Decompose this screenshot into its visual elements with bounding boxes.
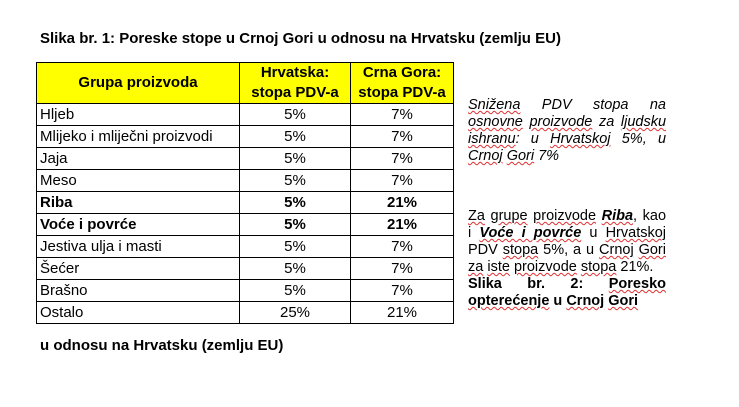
note1-text: 7% <box>534 148 560 164</box>
table-header-row <box>37 63 454 104</box>
table-row <box>37 258 454 280</box>
note2-word: iste <box>487 259 510 275</box>
side-note-groups <box>468 208 666 310</box>
table-row <box>37 280 454 302</box>
row-croatia: 5% <box>240 170 351 192</box>
note1-word: Gori <box>506 148 535 164</box>
note2-text: 21%. <box>616 259 654 275</box>
row-montenegro: 7% <box>351 258 454 280</box>
vat-rates-table <box>36 62 454 324</box>
note2-caption-text: u <box>549 293 567 309</box>
note2-caption-word: Gori <box>608 293 639 309</box>
row-croatia: 5% <box>240 236 351 258</box>
header-montenegro-line2: stopa PDV-a <box>358 84 446 101</box>
row-montenegro: 7% <box>351 170 454 192</box>
table-row <box>37 170 454 192</box>
note2-word: stopa <box>502 242 539 258</box>
note2-word: Hrvatskoj <box>605 225 667 241</box>
row-name: Hljeb <box>37 104 240 126</box>
note2-caption-text: br. 2: <box>501 276 609 292</box>
note2-text: 5%, a u <box>538 242 600 258</box>
note1-text: za <box>592 114 621 130</box>
header-croatia-line2: stopa PDV-a <box>251 84 339 101</box>
header-montenegro <box>351 63 454 104</box>
table-row <box>37 236 454 258</box>
note1-word: osnovne <box>468 114 523 130</box>
row-name: Jestiva ulja i masti <box>37 236 240 258</box>
row-name: Šećer <box>37 258 240 280</box>
note2-text: PDV <box>468 242 503 258</box>
note2-text: , kao i <box>468 208 667 241</box>
row-montenegro: 7% <box>351 280 454 302</box>
row-montenegro: 21% <box>351 214 454 236</box>
header-group: Grupa proizvoda <box>37 63 240 104</box>
row-croatia: 5% <box>240 258 351 280</box>
table-row <box>37 214 454 236</box>
row-montenegro: 21% <box>351 302 454 324</box>
note2-caption-word: Slika <box>468 276 502 292</box>
row-name: Ostalo <box>37 302 240 324</box>
row-name: Mlijeko i mliječni proizvodi <box>37 126 240 148</box>
row-croatia: 25% <box>240 302 351 324</box>
row-name: Riba <box>37 192 240 214</box>
header-montenegro-line1: Crna Gora: <box>362 64 442 81</box>
note1-word: proizvode <box>529 114 593 130</box>
note2-caption-word: opterećenje <box>468 293 550 309</box>
note2-word: Riba <box>601 208 634 224</box>
row-croatia: 5% <box>240 280 351 302</box>
note2-word: za <box>468 259 484 275</box>
row-montenegro: 7% <box>351 236 454 258</box>
note2-text: u <box>581 225 606 241</box>
table-row <box>37 302 454 324</box>
header-croatia-line1: Hrvatska: <box>260 64 330 81</box>
table-row <box>37 104 454 126</box>
note2-word: Voće i povrće <box>479 225 582 241</box>
note1-word: ishranu <box>468 131 516 147</box>
row-montenegro: 7% <box>351 104 454 126</box>
figure-title: Slika br. 1: Poreske stope u Crnoj Gori u odnosu na Hrvatsku (zemlju EU) <box>40 30 561 47</box>
note2-word: Gori <box>638 242 666 258</box>
note1-word: Snižena <box>468 97 521 113</box>
note1-word: Hrvatskoj <box>550 131 611 147</box>
row-name: Meso <box>37 170 240 192</box>
table-row <box>37 192 454 214</box>
bottom-caption: u odnosu na Hrvatsku (zemlju EU) <box>40 337 284 354</box>
note1-text: 5%, u <box>610 131 667 147</box>
note2-word: Crnoj <box>599 242 634 258</box>
note2-word: Za <box>468 208 485 224</box>
side-note-reduced-rate <box>468 97 666 165</box>
note1-text: PDV stopa na <box>520 97 666 113</box>
note2-word: proizvode <box>533 208 597 224</box>
row-name: Voće i povrće <box>37 214 240 236</box>
note2-word: grupe <box>490 208 528 224</box>
row-croatia: 5% <box>240 104 351 126</box>
row-name: Jaja <box>37 148 240 170</box>
note1-word: ljudsku <box>620 114 667 130</box>
note2-caption-word: Crnoj <box>566 293 605 309</box>
row-croatia: 5% <box>240 214 351 236</box>
row-croatia: 5% <box>240 192 351 214</box>
row-montenegro: 21% <box>351 192 454 214</box>
row-montenegro: 7% <box>351 126 454 148</box>
row-croatia: 5% <box>240 148 351 170</box>
note1-word: Crnoj <box>468 148 503 164</box>
row-name: Brašno <box>37 280 240 302</box>
row-croatia: 5% <box>240 126 351 148</box>
table-row <box>37 148 454 170</box>
header-croatia <box>240 63 351 104</box>
note2-word: proizvode <box>513 259 577 275</box>
row-montenegro: 7% <box>351 148 454 170</box>
note2-word: stopa <box>580 259 617 275</box>
note1-text: : u <box>515 131 551 147</box>
note2-caption-word: Poresko <box>608 276 666 292</box>
table-row <box>37 126 454 148</box>
